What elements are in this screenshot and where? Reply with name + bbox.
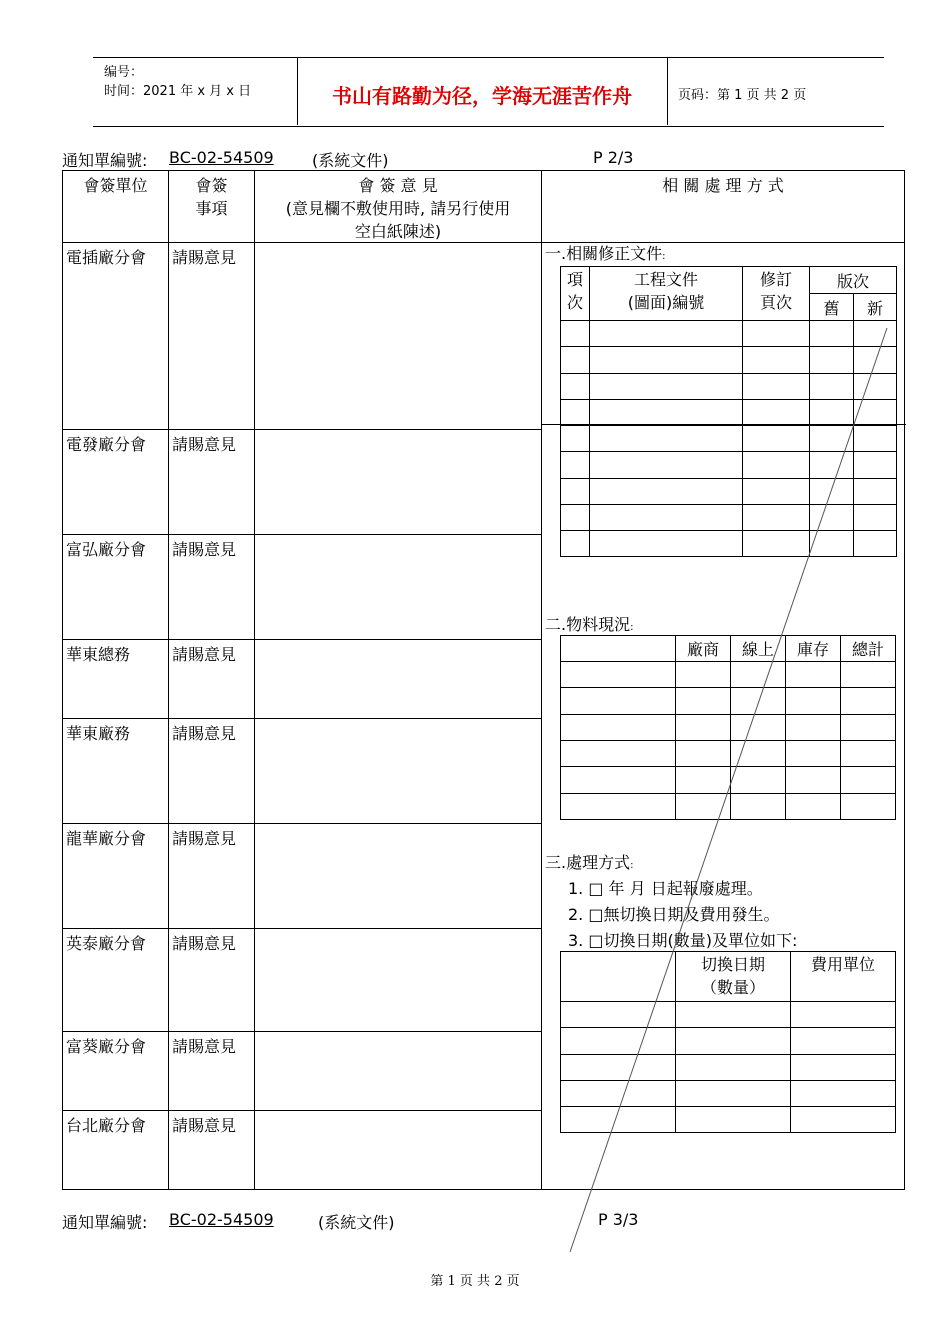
- unit-cell: 龍華廠分會: [63, 824, 169, 929]
- item-cell: 請賜意見: [169, 1032, 255, 1111]
- col-cost-unit: 費用單位: [791, 952, 896, 1002]
- item-cell: 請賜意見: [169, 929, 255, 1032]
- unit-cell: 電發廠分會: [63, 430, 169, 535]
- item-cell: 請賜意見: [169, 243, 255, 430]
- header-method: 相 關 處 理 方 式: [542, 171, 905, 243]
- section2-title: 二.物料現況:: [545, 615, 634, 634]
- col-online: 線上: [731, 636, 786, 662]
- item-cell: 請賜意見: [169, 640, 255, 719]
- unit-cell: 富弘廠分會: [63, 535, 169, 640]
- option-no-switch[interactable]: 2. □無切換日期及費用發生。: [568, 905, 780, 924]
- item-cell: 請賜意見: [169, 1111, 255, 1190]
- col-item-no: 項 次: [561, 267, 590, 321]
- number-label: 编号：: [104, 65, 144, 80]
- notice-doc-type: (系統文件): [312, 151, 389, 170]
- section3-title: 三.處理方式:: [545, 853, 634, 872]
- page-footer: 第 1 页 共 2 页: [430, 1274, 520, 1289]
- header-unit: 會簽單位: [63, 171, 169, 243]
- unit-cell: 華東總務: [63, 640, 169, 719]
- col-version-old: 舊: [810, 294, 854, 321]
- section1-title: 一.相關修正文件:: [545, 244, 666, 263]
- strike-line: [570, 328, 887, 1252]
- unit-cell: 電插廠分會: [63, 243, 169, 430]
- col-switch-date: 切換日期 （數量）: [676, 952, 791, 1002]
- page-info: 页码：第 1 页 共 2 页: [678, 88, 807, 103]
- option-switch-date[interactable]: 3. □切換日期(數量)及單位如下:: [568, 931, 798, 950]
- time-label: 时间：2021 年 x 月 x 日: [104, 84, 252, 99]
- notice-doc-type-bottom: (系統文件): [318, 1213, 395, 1232]
- option-scrap[interactable]: 1. □ 年 月 日起報廢處理。: [568, 879, 763, 898]
- col-version-new: 新: [854, 294, 897, 321]
- notice-number-label: 通知單編號:: [62, 151, 148, 170]
- col-revised-page: 修訂 頁次: [743, 267, 810, 321]
- item-cell: 請賜意見: [169, 535, 255, 640]
- unit-cell: 華東廠務: [63, 719, 169, 824]
- item-cell: 請賜意見: [169, 824, 255, 929]
- notice-number-code: BC-02-54509: [169, 148, 274, 167]
- header-opinion: 會 簽 意 見 (意見欄不敷使用時, 請另行使用 空白紙陳述): [255, 171, 542, 243]
- item-cell: 請賜意見: [169, 430, 255, 535]
- col-version: 版次: [810, 267, 897, 294]
- col-total: 總計: [841, 636, 896, 662]
- notice-page-number: P 2/3: [593, 148, 634, 167]
- col-doc-number: 工程文件 (圖面)編號: [590, 267, 743, 321]
- unit-cell: 台北廠分會: [63, 1111, 169, 1190]
- col-stock: 庫存: [786, 636, 841, 662]
- unit-cell: 富葵廠分會: [63, 1032, 169, 1111]
- motto-text: 书山有路勤为径，学海无涯苦作舟: [332, 84, 632, 108]
- unit-cell: 英泰廠分會: [63, 929, 169, 1032]
- header-item: 會簽 事項: [169, 171, 255, 243]
- notice-number-code-bottom: BC-02-54509: [169, 1210, 274, 1229]
- item-cell: 請賜意見: [169, 719, 255, 824]
- col-vendor: 廠商: [676, 636, 731, 662]
- notice-page-number-bottom: P 3/3: [598, 1210, 639, 1229]
- notice-number-label-bottom: 通知單編號:: [62, 1213, 148, 1232]
